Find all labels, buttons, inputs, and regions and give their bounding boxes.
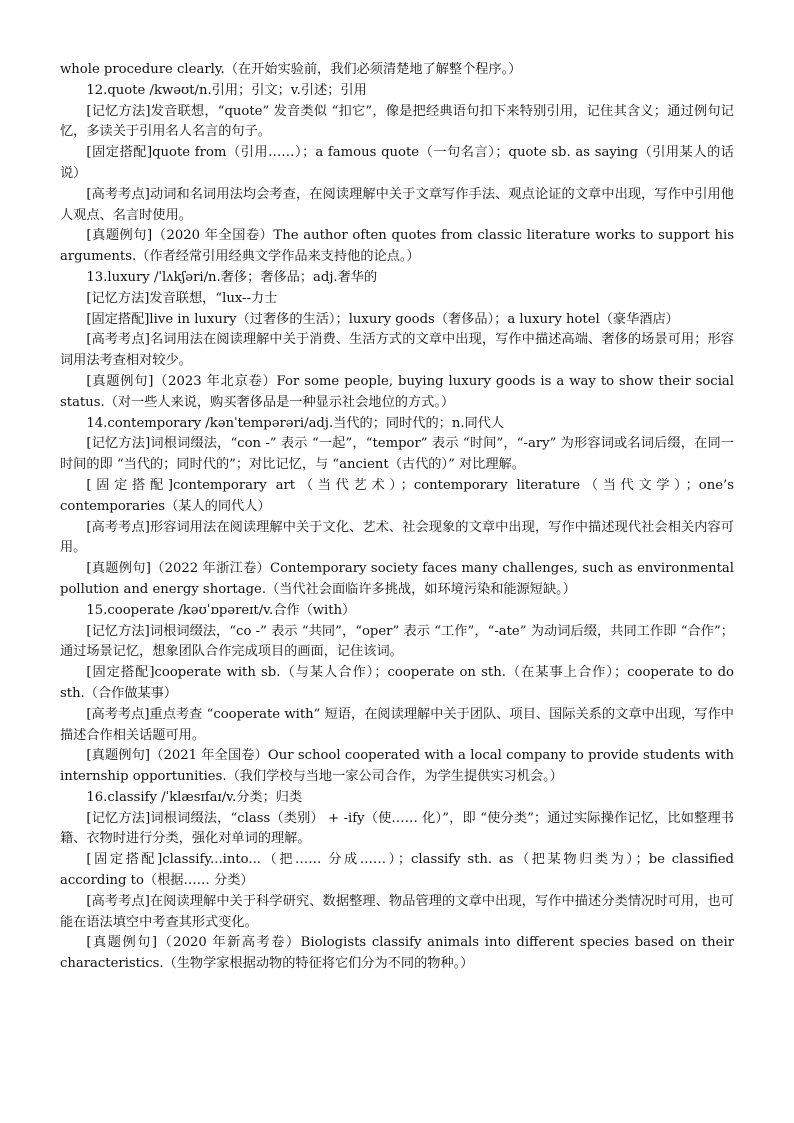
exam-point: [高考考点]重点考查 “cooperate with” 短语，在阅读理解中关于团队、项目、国际关系的文章中出现，写作中描述合作相关话题可用。	[60, 706, 734, 743]
entry-headword: 16.classify /ˈklæsɪfaɪ/v.分类；归类	[86, 789, 303, 805]
fixed-collocation: [固定搭配]quote from（引用……）；a famous quote（一句名言）；quote sb. as saying（引用某人的话说）	[60, 145, 734, 181]
exam-point: [高考考点]形容词用法在阅读理解中关于文化、艺术、社会现象的文章中出现，写作中描述现代社会相关内容可用。	[60, 519, 734, 556]
memory-method: [记忆方法]发音联想，“quote” 发音类似 “扣它”，像是把经典语句扣下来特别引用，记住其含义；通过例句记忆，多读关于引用名人名言的句子。	[60, 103, 734, 140]
example-sentence: [真题例句]（2020 年新高考卷）Biologists classify animals into different species based on their characteristics.（生物学家根据动物的特征将它们分为不同的物种。）	[60, 935, 734, 972]
entry-quote	[60, 81, 734, 268]
memory-method: [记忆方法]发音联想，“lux--力士	[86, 290, 278, 306]
entry-headword: 14.contemporary /kənˈtempərəri/adj.当代的；同时代的；n.同代人	[86, 415, 505, 431]
document-page	[60, 60, 734, 975]
fixed-collocation: [固定搭配]classify...into...（把…… 分成……）；classify sth. as（把某物归类为）；be classified according to（根据…… 分类）	[60, 852, 734, 889]
entry-cooperate	[60, 601, 734, 788]
fixed-collocation: [固定搭配]live in luxury（过奢侈的生活）；luxury goods（奢侈品）；a luxury hotel（豪华酒店）	[86, 311, 679, 327]
entry-contemporary	[60, 414, 734, 601]
example-sentence: [真题例句]（2022 年浙江卷）Contemporary society faces many challenges, such as environmental pollution and energy shortage.（当代社会面临许多挑战，如环境污染和能源短缺。）	[60, 561, 734, 597]
entry-luxury	[60, 268, 734, 414]
example-sentence: [真题例句]（2020 年全国卷）The author often quotes from classic literature works to support his arguments.（作者经常引用经典文学作品来支持他的论点。）	[60, 228, 734, 265]
fixed-collocation: [固定搭配]contemporary art（当代艺术）；contemporary literature（当代文学）；one’s contemporaries（某人的同代人）	[60, 477, 734, 514]
exam-point: [高考考点]在阅读理解中关于科学研究、数据整理、物品管理的文章中出现，写作中描述分类情况时可用，也可能在语法填空中考查其形式变化。	[60, 893, 734, 930]
memory-method: [记忆方法]词根词缀法，“con -” 表示 “一起”，“tempor” 表示 “时间”，“-ary” 为形容词或名词后缀，在同一时间的即 “当代的；同时代的”；对比记忆，与 “ancient（古代的）” 对比理解。	[60, 436, 734, 473]
entry-classify	[60, 788, 734, 975]
exam-point: [高考考点]动词和名词用法均会考查，在阅读理解中关于文章写作手法、观点论证的文章中出现，写作中引用他人观点、名言时使用。	[60, 186, 734, 223]
entry-headword: 13.luxury /ˈlʌkʃəri/n.奢侈；奢侈品；adj.奢华的	[86, 269, 378, 285]
memory-method: [记忆方法]词根词缀法，“class（类别） + -ify（使…… 化）”，即 “使分类”；通过实际操作记忆，比如整理书籍、衣物时进行分类，强化对单词的理解。	[60, 810, 734, 847]
entry-headword: 15.cooperate /kəʊˈɒpəreɪt/v.合作（with）	[86, 602, 356, 618]
entry-headword: 12.quote /kwəʊt/n.引用；引文；v.引述；引用	[86, 82, 367, 98]
memory-method: [记忆方法]词根词缀法，“co -” 表示 “共同”，“oper” 表示 “工作”，“-ate” 为动词后缀，共同工作即 “合作”；通过场景记忆，想象团队合作完成项目的画面，记住该词。	[60, 623, 734, 660]
example-sentence: [真题例句]（2021 年全国卷）Our school cooperated with a local company to provide students with internship opportunities.（我们学校与当地一家公司合作，为学生提供实习机会。）	[60, 748, 734, 785]
fixed-collocation: [固定搭配]cooperate with sb.（与某人合作）；cooperate on sth.（在某事上合作）；cooperate to do sth.（合作做某事）	[60, 665, 734, 701]
example-sentence: [真题例句]（2023 年北京卷）For some people, buying luxury goods is a way to show their social status.（对一些人来说，购买奢侈品是一种显示社会地位的方式。）	[60, 373, 734, 410]
intro-sentence: whole procedure clearly.（在开始实验前，我们必须清楚地了解整个程序。）	[60, 62, 522, 77]
exam-point: [高考考点]名词用法在阅读理解中关于消费、生活方式的文章中出现，写作中描述高端、奢侈的场景可用；形容词用法考查相对较少。	[60, 332, 734, 369]
